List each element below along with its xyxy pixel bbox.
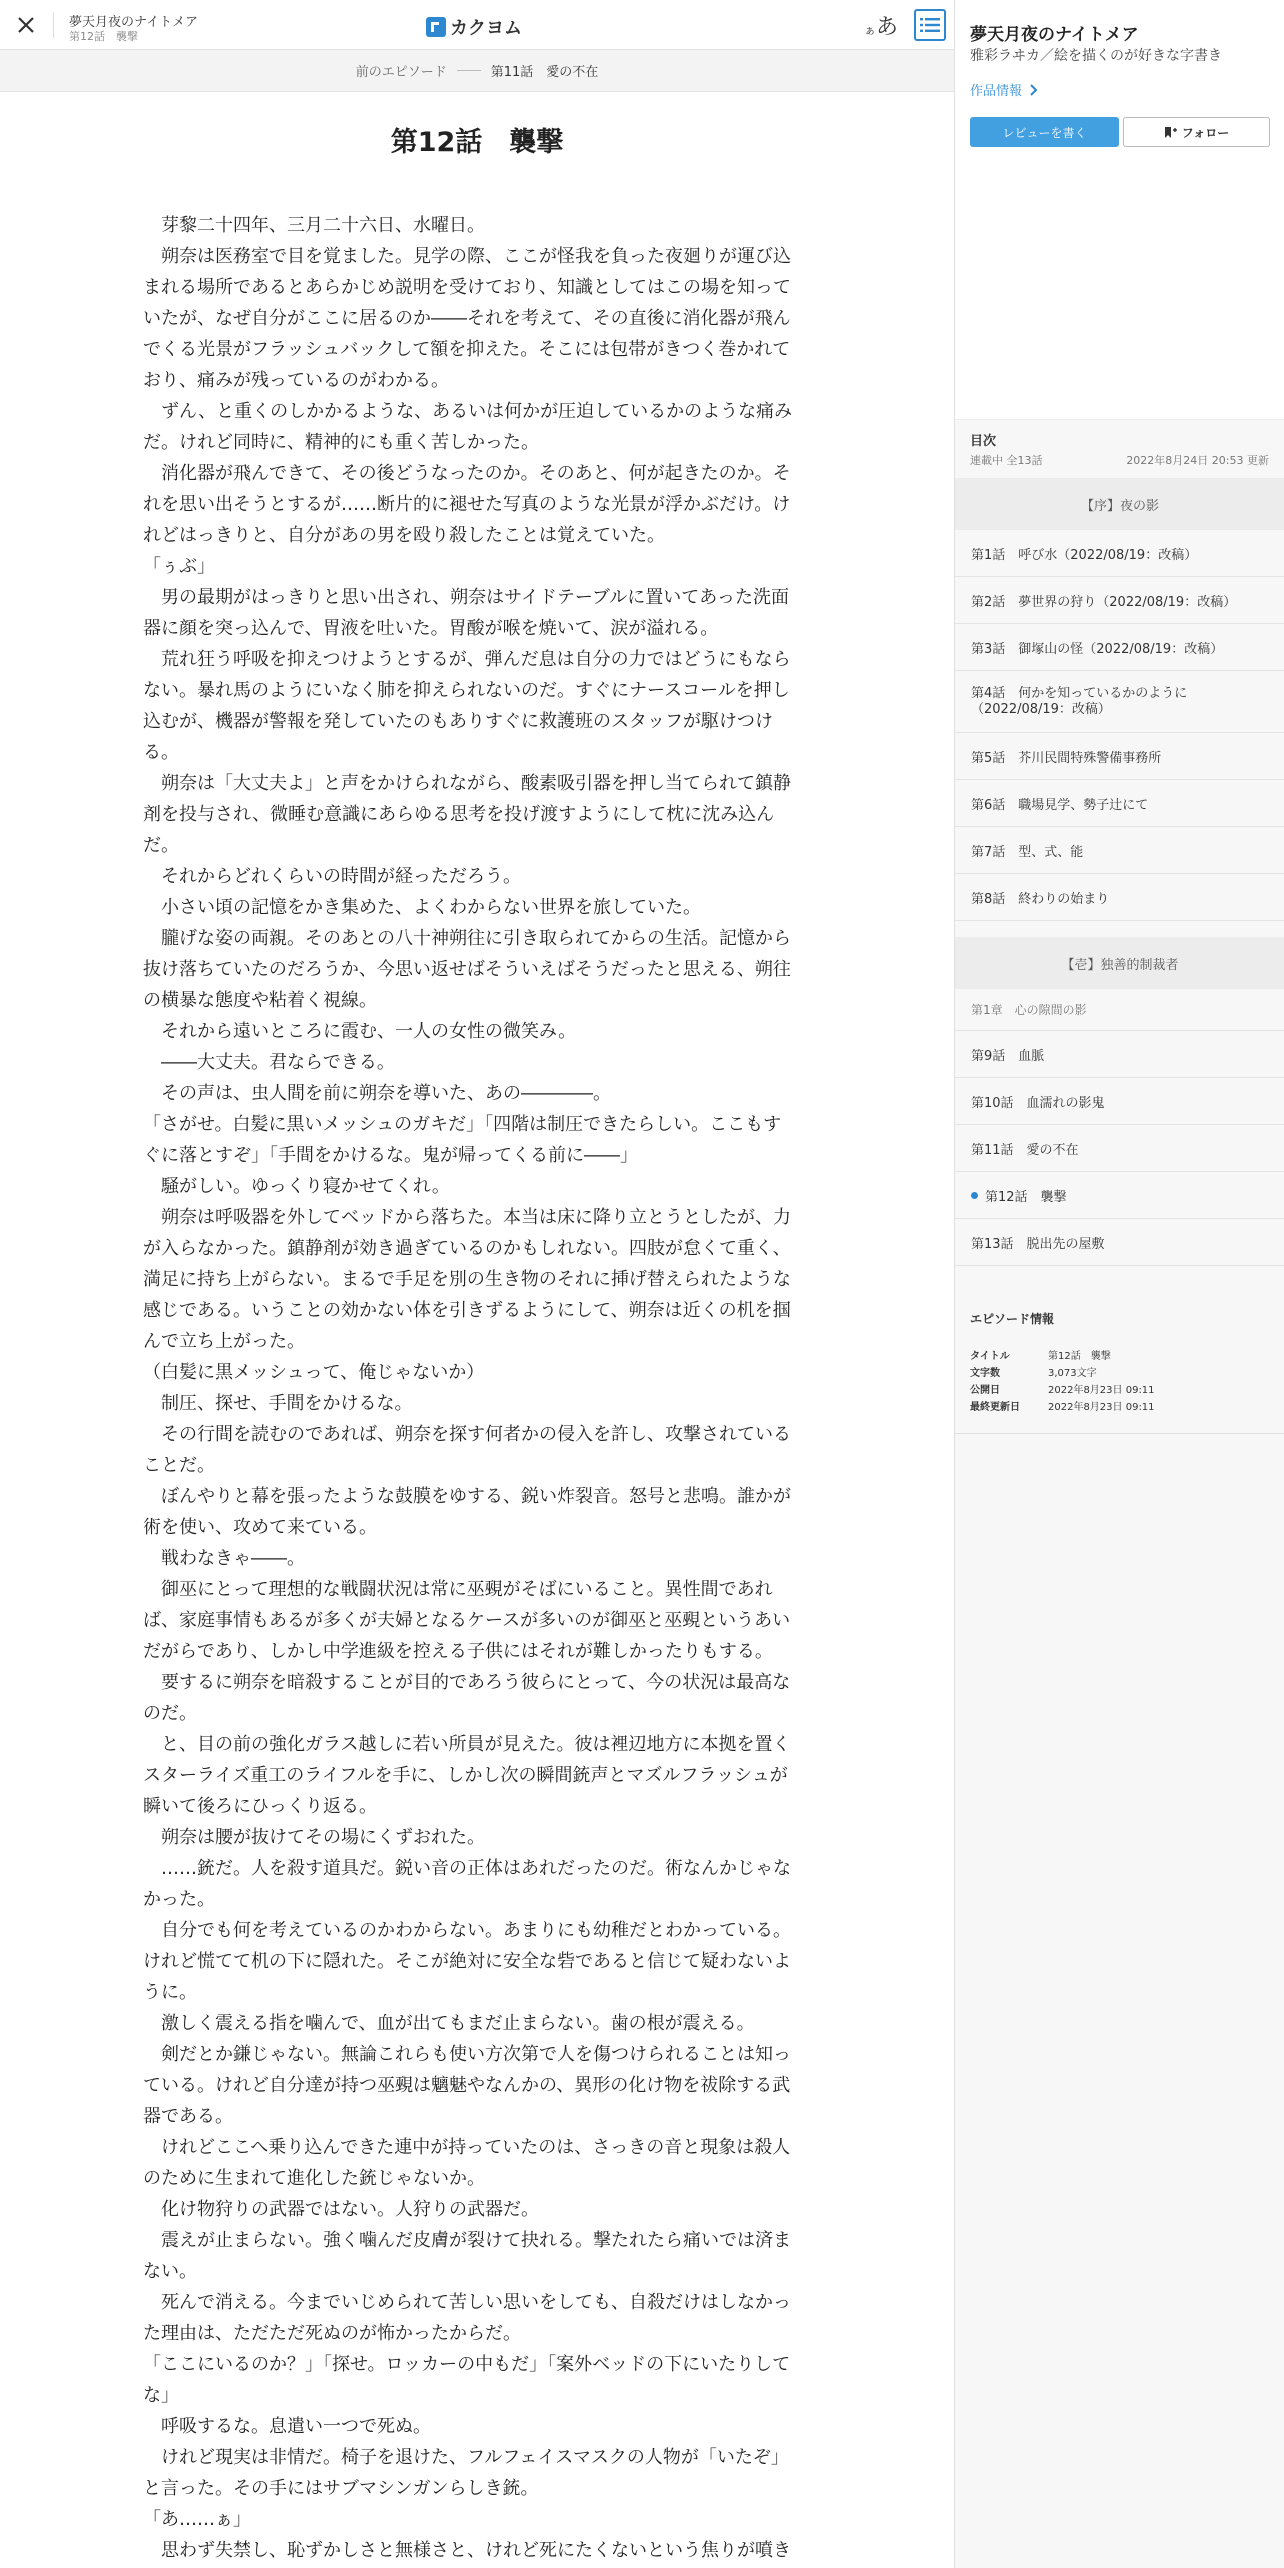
- info-key: 文字数: [970, 1368, 1000, 1379]
- body-paragraph: 「さがせ。白髪に黒いメッシュのガキだ」「四階は制圧できたらしい。ここもすぐに落とすぞ」「手間をかけるな。鬼が帰ってくる前に――」: [143, 1114, 782, 1166]
- logo-text: カクヨム: [450, 18, 522, 39]
- info-value: 2022年8月23日 09:11: [1048, 1402, 1155, 1413]
- top-header: [0, 0, 954, 50]
- body-paragraph: 消化器が飛んできて、その後どうなったのか。そのあと、何が起きたのか。それを思い出そうとするが……断片的に褪せた写真のような光景が浮かぶだけ。けれどはっきりと、自分があの男を殴り殺したことは覚えていた。: [143, 463, 791, 546]
- toc-episode-item[interactable]: 第10話 血濡れの影鬼: [955, 1078, 1284, 1125]
- body-paragraph: （白髪に黒メッシュって、俺じゃないか）: [143, 1362, 485, 1383]
- sidebar-work-title[interactable]: 夢天月夜のナイトメア: [970, 25, 1139, 45]
- info-row: [970, 1363, 1155, 1380]
- reading-area: [0, 92, 954, 2568]
- episode-body: [143, 210, 797, 2566]
- body-paragraph: その声は、虫人間を前に朔奈を導いた、あの――――。: [143, 1083, 611, 1104]
- toc-episode-label: 第12話 襲撃: [985, 1189, 1067, 1205]
- body-paragraph: 朧げな姿の両親。そのあとの八十神朔往に引き取られてからの生活。記憶から抜け落ちていたのだろうか、今思い返せばそういえばそうだったと思える、朔往の横暴な態度や粘着く視線。: [143, 928, 791, 1011]
- toc-episode-item[interactable]: 第13話 脱出先の屋敷: [955, 1219, 1284, 1266]
- toc-episode-item[interactable]: 第2話 夢世界の狩り（2022/08/19：改稿）: [955, 577, 1284, 624]
- body-paragraph: 荒れ狂う呼吸を抑えつけようとするが、弾んだ息は自分の力ではどうにもならない。暴れ馬のようにいなく肺を抑えられないのだ。すぐにナースコールを押し込むが、機器が警報を発していたのもありすぐに救護班のスタッフが駆けつける。: [143, 649, 791, 763]
- body-paragraph: と、目の前の強化ガラス越しに若い所員が見えた。彼は裡辺地方に本拠を置くスターライズ重工のライフルを手に、しかし次の瞬間銃声とマズルフラッシュが瞬いて後ろにひっくり返る。: [143, 1734, 791, 1817]
- body-paragraph: それから遠いところに霞む、一人の女性の微笑み。: [143, 1021, 577, 1042]
- episode-title: 第12話 襲撃: [390, 127, 564, 158]
- write-review-button[interactable]: レビューを書く: [970, 117, 1119, 147]
- body-paragraph: 戦わなきゃ――。: [143, 1548, 305, 1569]
- header-work-title[interactable]: 夢天月夜のナイトメア: [69, 15, 198, 30]
- toc-episode-item[interactable]: 第3話 御塚山の怪（2022/08/19：改稿）: [955, 624, 1284, 671]
- toc-episode-item[interactable]: 第9話 血脈: [955, 1031, 1284, 1078]
- body-paragraph: 震えが止まらない。強く噛んだ皮膚が裂けて抉れる。撃たれたら痛いでは済まない。: [143, 2230, 791, 2282]
- body-paragraph: 死んで消える。今までいじめられて苦しい思いをしても、自殺だけはしなかった理由は、ただただ死ぬのが怖かったからだ。: [143, 2292, 791, 2344]
- episode-nav-bar: [0, 50, 954, 92]
- font-size-large-glyph: あ: [876, 15, 899, 40]
- body-paragraph: 思わず失禁し、恥ずかしさと無様さと、けれど死にたくないという焦りが噴き: [143, 2540, 791, 2561]
- work-info-link[interactable]: [970, 80, 1039, 99]
- body-paragraph: ――大丈夫。君ならできる。: [143, 1052, 395, 1073]
- info-value: 第12話 襲撃: [1048, 1351, 1111, 1362]
- body-paragraph: それからどれくらいの時間が経っただろう。: [143, 866, 521, 887]
- current-episode-dot-icon: [971, 1192, 978, 1199]
- toc-episode-item[interactable]: 第5話 芥川民間特殊警備事務所: [955, 733, 1284, 780]
- body-paragraph: 「ここにいるのか？」「探せ。ロッカーの中もだ」「案外ベッドの下にいたりしてな」: [143, 2354, 791, 2406]
- toc-episode-item[interactable]: 第11話 愛の不在: [955, 1125, 1284, 1172]
- body-paragraph: 自分でも何を考えているのかわからない。あまりにも幼稚だとわかっている。けれど慌てて机の下に隠れた。そこが絶対に安全な砦であると信じて疑わないように。: [143, 1920, 791, 2003]
- toc-heading: 目次: [970, 434, 997, 449]
- body-paragraph: 激しく震える指を噛んで、血が出てもまだ止まらない。歯の根が震える。: [143, 2013, 755, 2034]
- toc-status: 連載中 全13話: [970, 454, 1043, 467]
- episode-info-heading: エピソード情報: [970, 1312, 1055, 1326]
- body-paragraph: 男の最期がはっきりと思い出され、朔奈はサイドテーブルに置いてあった洗面器に顔を突っ込んで、胃液を吐いた。胃酸が喉を焼いて、涙が溢れる。: [143, 587, 790, 639]
- toc-list: [955, 478, 1284, 1266]
- toc-updated: 2022年8月24日 20:53 更新: [1126, 454, 1269, 467]
- info-key: 公開日: [970, 1385, 1000, 1396]
- header-divider: [53, 12, 54, 38]
- body-paragraph: ぼんやりと幕を張ったような鼓膜をゆする、鋭い炸裂音。怒号と悲鳴。誰かが術を使い、攻めて来ている。: [143, 1486, 791, 1538]
- toc-toggle-button[interactable]: [914, 9, 946, 41]
- body-paragraph: 小さい頃の記憶をかき集めた、よくわからない世界を旅していた。: [143, 897, 701, 918]
- sidebar: [954, 0, 1284, 2568]
- body-paragraph: 朔奈は腰が抜けてその場にくずおれた。: [143, 1827, 485, 1848]
- body-paragraph: けれど現実は非情だ。椅子を退けた、フルフェイスマスクの人物が「いたぞ」と言った。その手にはサブマシンガンらしき銃。: [143, 2447, 789, 2499]
- sidebar-author[interactable]: 雅彩ラヰカ／絵を描くのが好きな字書き: [970, 48, 1222, 64]
- toc-list-icon: [919, 16, 941, 34]
- follow-label: フォロー: [1181, 125, 1230, 140]
- body-paragraph: 要するに朔奈を暗殺することが目的であろう彼らにとって、今の状況は最高なのだ。: [143, 1672, 791, 1724]
- toc-episode-item[interactable]: 第6話 職場見学、勢子辻にて: [955, 780, 1284, 827]
- body-paragraph: 「あ……ぁ」: [143, 2509, 251, 2530]
- toc-episode-item[interactable]: 第4話 何かを知っているかのように（2022/08/19：改稿）: [955, 671, 1284, 733]
- info-row: [970, 1346, 1155, 1363]
- info-value: 2022年8月23日 09:11: [1048, 1385, 1155, 1396]
- body-paragraph: 剣だとか鎌じゃない。無論これらも使い方次第で人を傷つけられることは知っている。けれど自分達が持つ巫覡は魑魅やなんかの、異形の化け物を祓除する武器である。: [143, 2044, 791, 2127]
- body-paragraph: 芽黎二十四年、三月二十六日、水曜日。: [143, 215, 485, 236]
- body-paragraph: 呼吸するな。息遣い一つで死ぬ。: [143, 2416, 431, 2437]
- body-paragraph: 朔奈は呼吸器を外してベッドから落ちた。本当は床に降り立とうとしたが、力が入らなかった。鎮静剤が効き過ぎているのかもしれない。四肢が怠くて重く、満足に持ち上がらない。まるで手足を別の生き物のそれに挿げ替えられたような感じである。いうことの効かない体を引きずるようにして、朔奈は近くの机を掴んで立ち上がった。: [143, 1207, 791, 1352]
- font-size-button[interactable]: [864, 10, 898, 41]
- bookmark-plus-icon: [1164, 126, 1178, 139]
- kakuyomu-logo-icon: [426, 17, 446, 37]
- header-episode-label: 第12話 襲撃: [69, 30, 138, 43]
- work-info-label: 作品情報: [970, 84, 1023, 99]
- body-paragraph: 御巫にとって理想的な戦闘状況は常に巫覡がそばにいること。異性間であれば、家庭事情もあるが多くが夫婦となるケースが多いのが御巫と巫覡というあいだがらであり、しかし中学進級を控える子供にはそれが難しかったりもする。: [143, 1579, 791, 1662]
- toc-section-title: 【序】夜の影: [955, 478, 1284, 530]
- toc-episode-item[interactable]: 第8話 終わりの始まり: [955, 874, 1284, 921]
- info-key: 最終更新日: [970, 1402, 1020, 1413]
- episode-info-panel: [955, 1300, 1284, 1434]
- body-paragraph: 「ぅぶ」: [143, 556, 215, 577]
- follow-button[interactable]: [1123, 117, 1270, 147]
- info-row: [970, 1380, 1155, 1397]
- episode-info-table: [970, 1346, 1155, 1414]
- toc-chapter-title: 第1章 心の隙間の影: [955, 989, 1284, 1031]
- prev-episode-link[interactable]: 前のエピソード: [355, 65, 447, 80]
- chevron-right-icon: [1029, 84, 1039, 96]
- prev-episode-title[interactable]: 第11話 愛の不在: [490, 65, 599, 80]
- toc-episode-item-current[interactable]: [955, 1172, 1284, 1219]
- body-paragraph: ずん、と重くのしかかるような、あるいは何かが圧迫しているかのような痛みだ。けれど同時に、精神的にも重く苦しかった。: [143, 401, 793, 453]
- body-paragraph: ……銃だ。人を殺す道具だ。鋭い音の正体はあれだったのだ。術なんかじゃなかった。: [143, 1858, 791, 1910]
- body-paragraph: 化け物狩りの武器ではない。人狩りの武器だ。: [143, 2199, 539, 2220]
- toc-episode-item[interactable]: 第1話 呼び水（2022/08/19：改稿）: [955, 530, 1284, 577]
- body-paragraph: 朔奈は医務室で目を覚ました。見学の際、ここが怪我を負った夜廻りが運び込まれる場所であるとあらかじめ説明を受けており、知識としてはこの場を知っていたが、なぜ自分がここに居るのか――それを考えて、その直後に消化器が飛んでくる光景がフラッシュバックして額を抑えた。そこには包帯がきつく巻かれており、痛みが残っているのがわかる。: [143, 246, 791, 391]
- info-key: タイトル: [970, 1351, 1010, 1362]
- body-paragraph: けれどここへ乗り込んできた連中が持っていたのは、さっきの音と現象は殺人のために生まれて進化した銃じゃないか。: [143, 2137, 791, 2189]
- info-value: 3,073文字: [1048, 1368, 1097, 1379]
- body-paragraph: その行間を読むのであれば、朔奈を探す何者かの侵入を許し、攻撃されていることだ。: [143, 1424, 791, 1476]
- body-paragraph: 騒がしい。ゆっくり寝かせてくれ。: [143, 1176, 450, 1197]
- body-paragraph: 制圧、探せ、手間をかけるな。: [143, 1393, 413, 1414]
- toc-gap: [955, 921, 1284, 937]
- close-icon[interactable]: [12, 11, 40, 39]
- toc-section-title: 【壱】独善的制裁者: [955, 937, 1284, 989]
- font-size-small-glyph: ぁ: [864, 23, 877, 37]
- nav-separator: [457, 70, 481, 71]
- toc-episode-item[interactable]: 第7話 型、式、能: [955, 827, 1284, 874]
- info-row: [970, 1397, 1155, 1414]
- work-summary-panel: [955, 0, 1284, 420]
- site-logo[interactable]: [426, 14, 522, 40]
- body-paragraph: 朔奈は「大丈夫よ」と声をかけられながら、酸素吸引器を押し当てられて鎮静剤を投与され、微睡む意識にあらゆる思考を投げ渡すようにして枕に沈み込んだ。: [143, 773, 791, 856]
